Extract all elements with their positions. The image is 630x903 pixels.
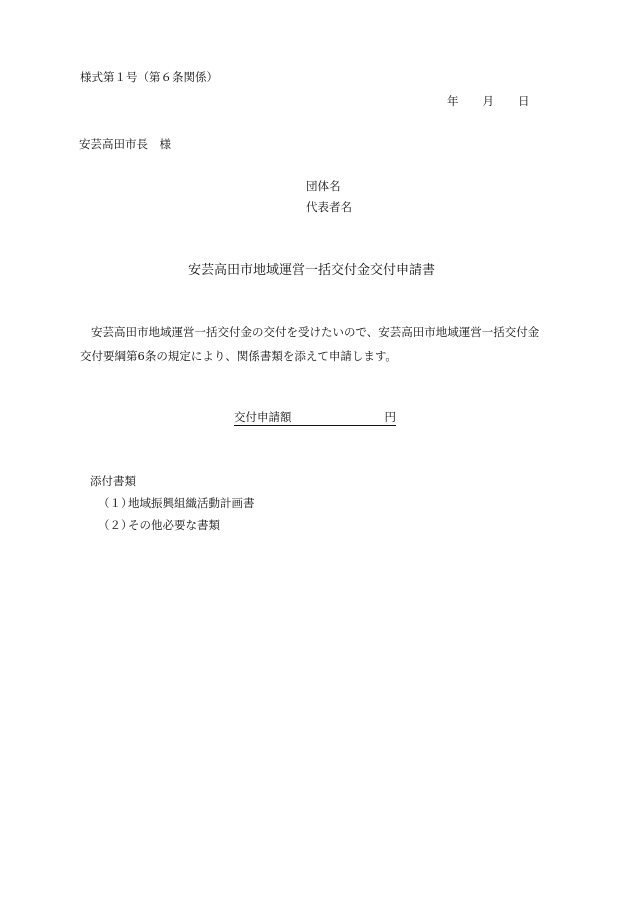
attachment-item (98, 518, 220, 532)
attachment-text: その他必要な書類 (128, 518, 220, 532)
attachments-heading: 添付書類 (90, 474, 136, 488)
org-name-label: 団体名 (306, 179, 341, 193)
attachment-number: （１） (98, 496, 133, 510)
form-number: 様式第１号（第６条関係） (80, 70, 218, 84)
attachment-item (98, 496, 255, 510)
amount-unit: 円 (384, 410, 396, 424)
date-day-label: 日 (518, 94, 530, 108)
document-title: 安芸高田市地域運営一括交付金交付申請書 (188, 263, 436, 278)
addressee: 安芸高田市長 様 (79, 137, 171, 151)
application-amount-label: 交付申請額 (234, 410, 292, 424)
date-month-label: 月 (482, 94, 494, 108)
date-line (447, 94, 530, 108)
attachment-number: （２） (98, 518, 133, 532)
application-amount-line (234, 410, 396, 426)
date-year-label: 年 (447, 94, 459, 108)
body-text-line-1: 安芸高田市地域運営一括交付金の交付を受けたいので、安芸高田市地域運営一括交付金 (91, 325, 540, 339)
body-text-line-2: 交付要綱第6条の規定により、関係書類を添えて申請します。 (80, 349, 397, 363)
attachment-text: 地域振興組織活動計画書 (128, 496, 255, 510)
representative-name-label: 代表者名 (306, 200, 352, 214)
